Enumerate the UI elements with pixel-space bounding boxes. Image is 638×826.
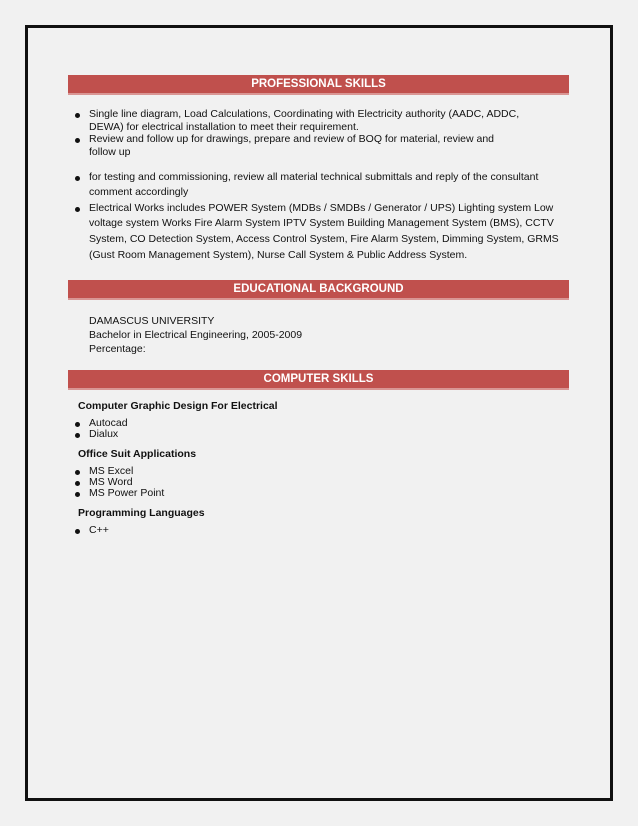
educational-background-heading: EDUCATIONAL BACKGROUND <box>68 280 569 300</box>
skill-group-heading: Office Suit Applications <box>78 448 197 460</box>
skill-group-heading: Programming Languages <box>78 507 205 519</box>
percentage-label: Percentage: <box>89 343 146 355</box>
skill-group-heading: Computer Graphic Design For Electrical <box>78 400 278 412</box>
bullet-icon <box>75 176 80 181</box>
bullet-icon <box>75 529 80 534</box>
bullet-icon <box>75 207 80 212</box>
professional-skills-heading: PROFESSIONAL SKILLS <box>68 75 569 95</box>
degree: Bachelor in Electrical Engineering, 2005-2009 <box>89 329 303 341</box>
bullet-icon <box>75 433 80 438</box>
bullet-icon <box>75 481 80 486</box>
bullet-icon <box>75 422 80 427</box>
bullet-icon <box>75 113 80 118</box>
bullet-icon <box>75 138 80 143</box>
bullet-icon <box>75 470 80 475</box>
computer-skills-heading: COMPUTER SKILLS <box>68 370 569 390</box>
bullet-icon <box>75 492 80 497</box>
university-name: DAMASCUS UNIVERSITY <box>89 315 215 327</box>
